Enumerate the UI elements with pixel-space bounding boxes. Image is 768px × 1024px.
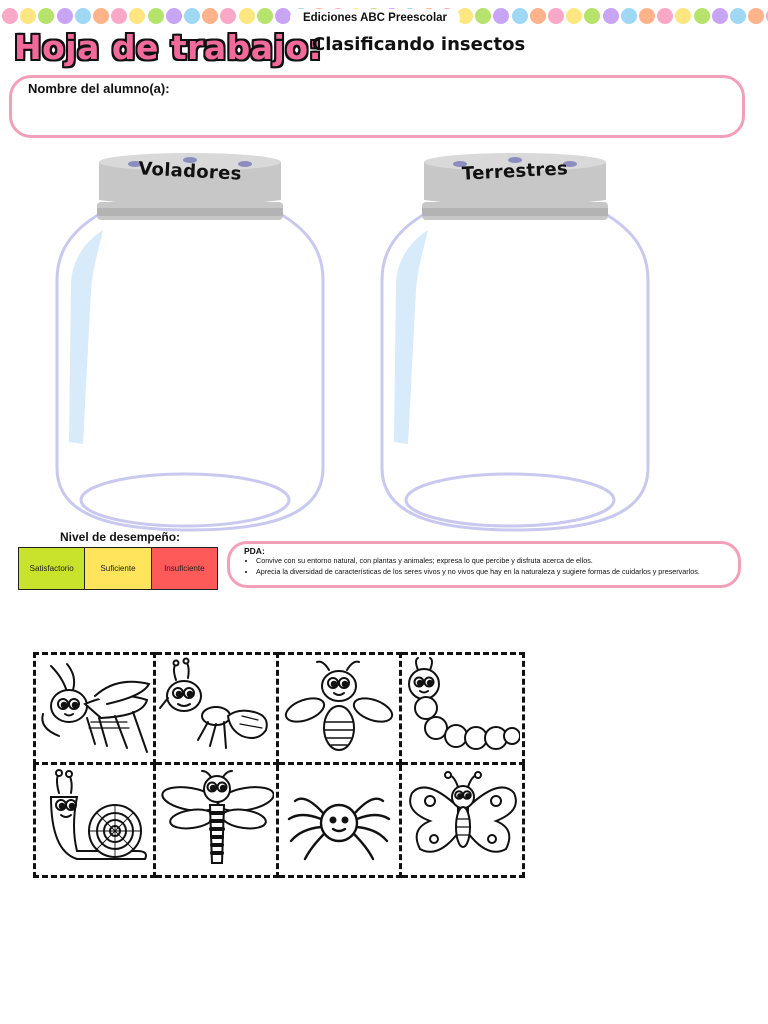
dot-icon (621, 8, 637, 24)
pda-list (244, 556, 726, 577)
spider-icon (281, 767, 397, 873)
pda-box (227, 541, 741, 588)
jar-flyers (55, 150, 325, 535)
ant-icon (158, 656, 274, 762)
cutout-card[interactable] (279, 765, 402, 878)
pda-item: • Aprecia la diversidad de características de los seres vivos y no vivos que hay en la naturaleza y sugiere formas de cuidarlos y preservarlos. (256, 567, 726, 578)
dot-icon (712, 8, 728, 24)
butterfly-icon (404, 767, 520, 873)
dot-icon (257, 8, 273, 24)
dot-icon (220, 8, 236, 24)
dot-icon (93, 8, 109, 24)
dot-icon (166, 8, 182, 24)
cutout-grid (33, 652, 525, 878)
dot-icon (530, 8, 546, 24)
dot-icon (639, 8, 655, 24)
dot-icon (675, 8, 691, 24)
dot-icon (475, 8, 491, 24)
dot-icon (748, 8, 764, 24)
dot-icon (730, 8, 746, 24)
cutout-card[interactable] (279, 652, 402, 765)
dragonfly-icon (158, 767, 274, 873)
jar-icon (55, 150, 325, 535)
grasshopper-icon (37, 656, 153, 762)
student-name-label: Nombre del alumno(a): (28, 81, 170, 96)
snail-icon (37, 767, 153, 873)
dot-icon (129, 8, 145, 24)
dot-icon (2, 8, 18, 24)
firefly-icon (281, 656, 397, 762)
dot-icon (148, 8, 164, 24)
dot-icon (57, 8, 73, 24)
cutout-card[interactable] (402, 765, 525, 878)
pda-item: • Convive con su entorno natural, con plantas y animales; expresa lo que percibe y disfruta acerca de ellos. (256, 556, 726, 567)
dot-icon (694, 8, 710, 24)
worksheet-title: Hoja de trabajo: (14, 28, 323, 67)
level-insufficient[interactable]: Insuficiente (152, 548, 217, 589)
performance-level-table (18, 547, 218, 590)
dot-icon (548, 8, 564, 24)
level-sufficient[interactable]: Suficiente (85, 548, 151, 589)
dot-icon (202, 8, 218, 24)
student-name-field[interactable] (9, 75, 745, 138)
dot-icon (603, 8, 619, 24)
dot-icon (20, 8, 36, 24)
dot-icon (566, 8, 582, 24)
dot-icon (38, 8, 54, 24)
dot-icon (239, 8, 255, 24)
dot-icon (275, 8, 291, 24)
cutout-card[interactable] (402, 652, 525, 765)
dot-icon (512, 8, 528, 24)
jar-icon (380, 150, 650, 535)
dot-icon (111, 8, 127, 24)
pda-label: PDA: (244, 546, 265, 556)
publisher-label: Ediciones ABC Preescolar (290, 9, 460, 27)
jar-crawlers-label: Terrestres (461, 158, 569, 185)
worksheet-subtitle: Clasificando insectos (312, 34, 526, 55)
cutout-card[interactable] (156, 652, 279, 765)
dot-icon (493, 8, 509, 24)
dot-icon (584, 8, 600, 24)
level-satisfactory[interactable]: Satisfactorio (19, 548, 85, 589)
jar-flyers-label: Voladores (137, 158, 243, 185)
cutout-card[interactable] (33, 652, 156, 765)
dot-icon (75, 8, 91, 24)
jar-crawlers (380, 150, 650, 535)
dot-icon (657, 8, 673, 24)
dot-icon (184, 8, 200, 24)
cutout-card[interactable] (156, 765, 279, 878)
cutout-card[interactable] (33, 765, 156, 878)
performance-title: Nivel de desempeño: (60, 530, 181, 544)
caterpillar-icon (404, 656, 520, 762)
